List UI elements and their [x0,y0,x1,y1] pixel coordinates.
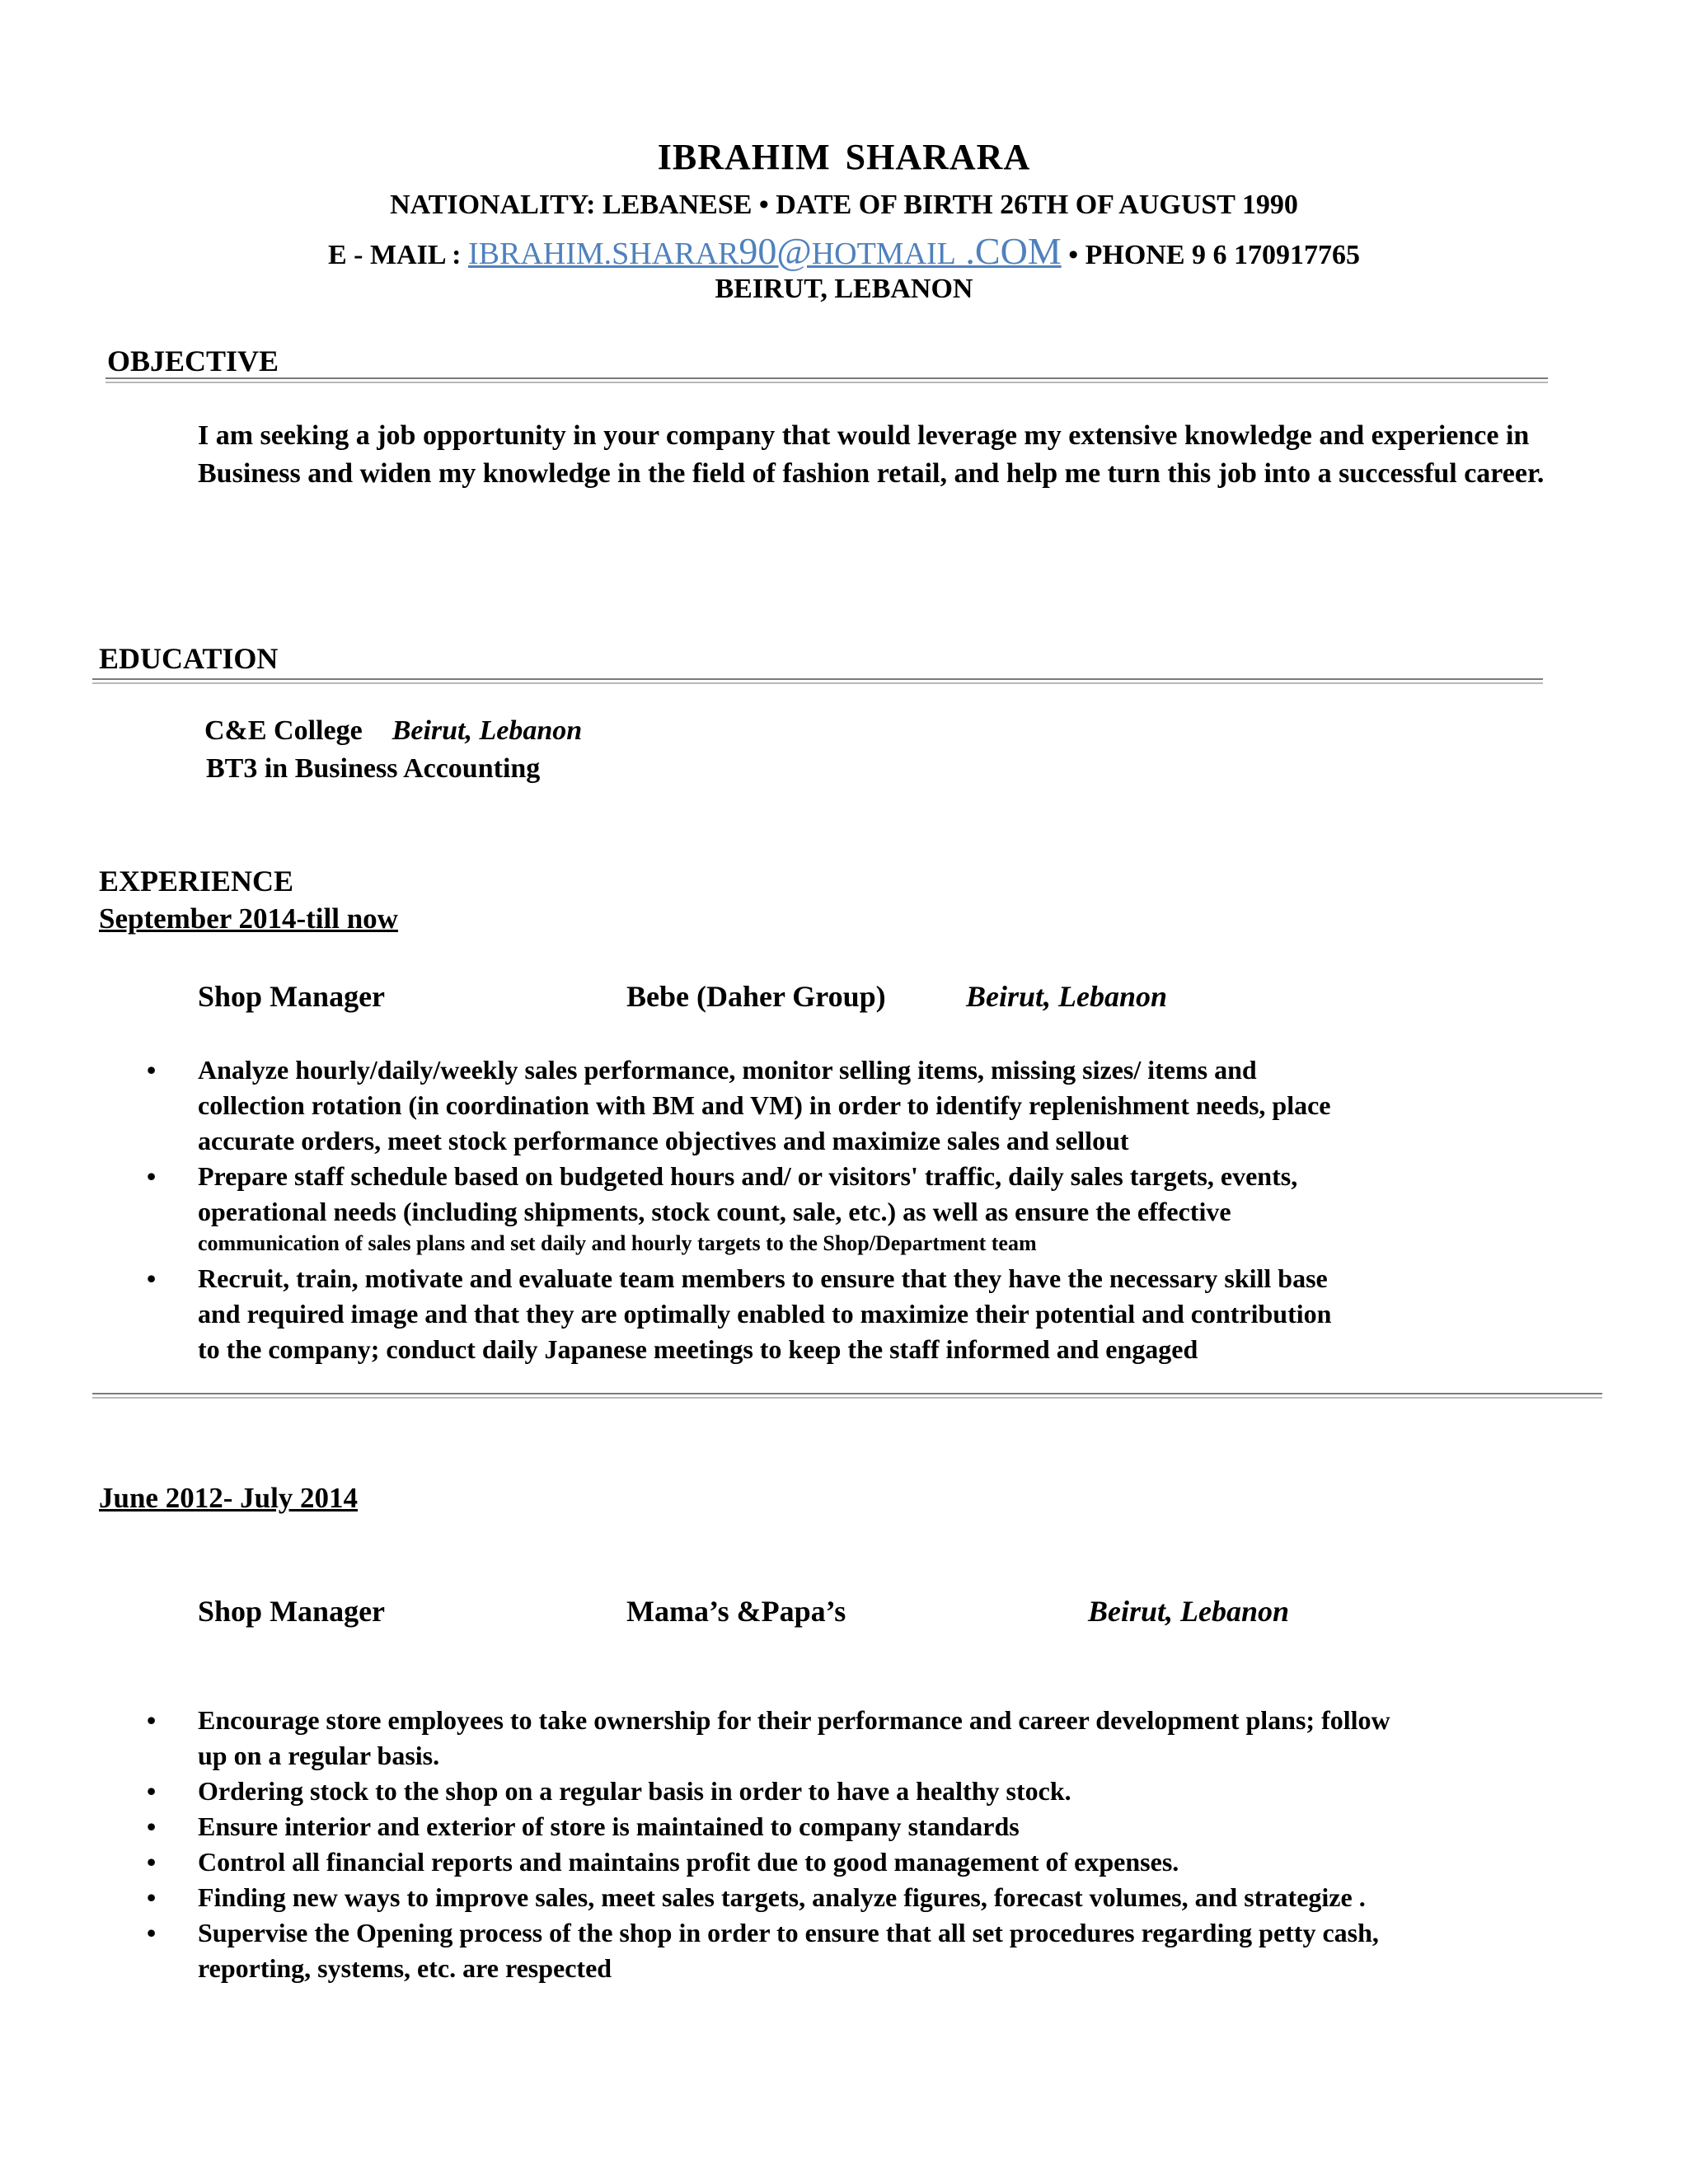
job1-company: Bebe (Daher Group) [626,980,886,1013]
email-link[interactable]: IBRAHIM.SHARAR90@HOTMAIL .COM [467,230,1062,272]
objective-text: I am seeking a job opportunity in your company that would leverage my extensive knowledge and experience in Business and widen my knowledge in the field of fashion retail, and help me turn this job into a successful career. [198,420,1545,489]
education-divider [92,678,1543,684]
degree: BT3 in Business Accounting [206,753,541,784]
list-item: • Ensure interior and exterior of store is maintained to company standards [198,1809,1615,1844]
education-college-row [204,715,582,747]
location-line: BEIRUT, LEBANON [715,274,973,304]
list-item: • Control all financial reports and maintains profit due to good management of expenses. [198,1844,1615,1880]
list-item: • Finding new ways to improve sales, meet sales targets, analyze figures, forecast volumes, and strategize . [198,1880,1615,1915]
resume-name: IBRAHIM SHARARA [657,137,1031,177]
objective-divider [106,377,1548,383]
objective-heading: OBJECTIVE [107,344,279,377]
list-item: • Prepare staff schedule based on budgeted hours and/ or visitors' traffic, daily sales targets, events, operational needs (including shipments, stock count, sale, etc.) as well as ensure the effective [198,1159,1599,1230]
experience-heading: EXPERIENCE [99,865,294,898]
job2-bullets [198,1703,1615,1986]
job1-bullets-cont [198,1261,1599,1367]
job2-role: Shop Manager [198,1595,386,1628]
email-phone-line [0,229,1688,273]
college-location: Beirut, Lebanon [392,715,583,746]
list-item: • Encourage store employees to take ownership for their performance and career development plans; follow up on a regular basis. [198,1703,1615,1774]
job1-period: September 2014-till now [99,902,398,935]
list-item: • Ordering stock to the shop on a regular basis in order to have a healthy stock. [198,1774,1615,1809]
phone-text: • PHONE 9 6 170917765 [1061,240,1360,270]
job1-role: Shop Manager [198,980,386,1013]
list-item: • Recruit, train, motivate and evaluate team members to ensure that they have the necessary skill base and required image and that they are optimally enabled to maximize their potential and contribution to the company; conduct daily Japanese meetings to keep the staff informed and engaged [198,1261,1599,1367]
job1-location: Beirut, Lebanon [966,980,1168,1013]
education-heading: EDUCATION [99,642,279,675]
job2-company: Mama’s &Papa’s [626,1595,846,1628]
experience-divider [92,1393,1602,1399]
job1-bullets [198,1052,1599,1230]
list-item: • Analyze hourly/daily/weekly sales performance, monitor selling items, missing sizes/ items and collection rotation (in coordination with BM and VM) in order to identify replenishment needs, place accurate orders, meet stock performance objectives and maximize sales and sellout [198,1052,1599,1159]
nationality-birth-line: NATIONALITY: LEBANESE • DATE OF BIRTH 26TH OF AUGUST 1990 [390,190,1298,220]
email-label: E - MAIL : [327,240,468,270]
list-item: • Supervise the Opening process of the shop in order to ensure that all set procedures regarding petty cash, reporting, systems, etc. are respected [198,1915,1615,1986]
job1-small-line: communication of sales plans and set daily and hourly targets to the Shop/Department team [198,1231,1037,1255]
job2-location: Beirut, Lebanon [1088,1595,1290,1628]
job2-period: June 2012- July 2014 [99,1482,359,1514]
college-name: C&E College [204,715,363,746]
